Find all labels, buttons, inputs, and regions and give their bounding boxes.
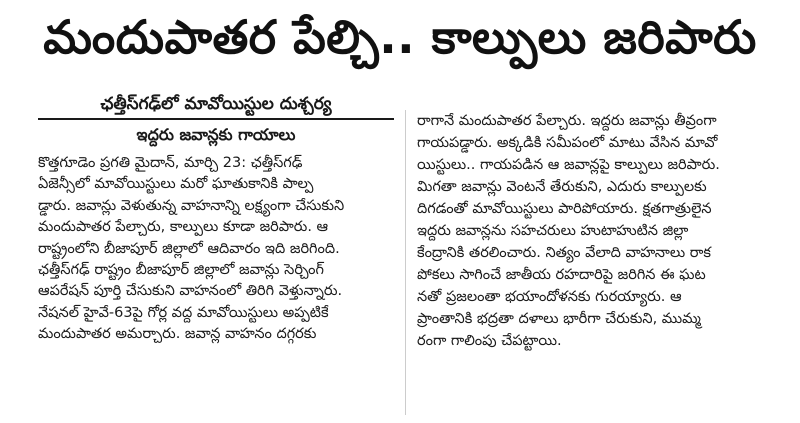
left-column [38,92,394,346]
body-line: కొత్తగూడెం ప్రగతి మైదాన్, మార్చి 23: ఛత్తీస్‌గఢ్ [38,155,303,171]
body-line: మందుపాతర అమర్చారు. జవాన్ల వాహనం దగ్గరకు [38,326,317,343]
body-line: రాగానే మందుపాతర పేల్చారు. ఇద్దరు జవాన్లు తీవ్రంగా [417,113,717,129]
body-line: మందుపాతర పేల్చారు, కాల్పులు కూడా జరిపారు. ఆ [38,219,329,236]
body-line: దిగడంతో మావోయిస్టులు పారిపోయారు. క్షతగాత్రులైన [417,201,712,217]
body-line: నతో ప్రజలంతా భయాందోళనకు గురయ్యారు. ఆ [417,289,682,305]
subheadline: ఇద్దరు జవాన్లకు గాయాలు [136,125,296,144]
body-line: రంగా గాలింపు చేపట్టాయి. [417,333,562,349]
body-line: ఛత్తీస్‌గఢ్ రాష్ట్రం బీజాపూర్ జిల్లాలో జవాన్లు సెర్చింగ్ [38,262,324,279]
body-line: యిస్టులు.. గాయపడిన ఆ జవాన్లపై కాల్పులు జరిపారు. [417,157,720,173]
body-line: ఇద్దరు జవాన్లను సహచరులు హుటాహుటిన జిల్లా [417,223,689,239]
body-text-left [38,153,394,346]
body-line: ఆపరేషన్ పూర్తి చేసుకుని వాహనంలో తిరిగి వెళ్తున్నారు. [38,283,343,300]
body-line: మిగతా జవాన్లు వెంటనే తేరుకుని, ఎదురు కాల్పులకు [417,179,707,195]
body-line: ప్రాంతానికి భద్రతా దళాలు భారీగా చేరుకుని, ముమ్మ [417,311,701,327]
right-column [417,110,775,352]
body-line: నేషనల్ హైవే-63పై గోర్ల వద్ద మావోయిస్టులు అప్పటికే [38,304,329,321]
body-line: డ్డారు. జవాన్లు వెళుతున్న వాహనాన్ని లక్ష్యంగా చేసుకుని [38,197,345,214]
headline: మందుపాతర పేల్చి.. కాల్పులు జరిపారు [43,10,757,64]
body-line: రాష్ట్రంలోని బీజాపూర్ జిల్లాలో ఆదివారం ఇది జరిగింది. [38,240,340,257]
column-divider [405,110,406,415]
body-line: ఏజెన్సీలో మావోయిస్టులు మరో ఘాతుకానికి పాల్ప [38,176,314,193]
kicker: ఛత్తీస్‌గఢ్‌లో మావోయిస్టుల దుశ్చర్య [38,92,394,120]
body-line: గాయపడ్డారు. అక్కడికి సమీపంలో మాటు వేసిన మావో [417,135,718,151]
body-line: కేంద్రానికి తరలించారు. నిత్యం వేలాది వాహనాలు రాక [417,245,711,261]
body-line: పోకలు సాగించే జాతీయ రహదారిపై జరిగిన ఈ ఘట [417,267,706,283]
